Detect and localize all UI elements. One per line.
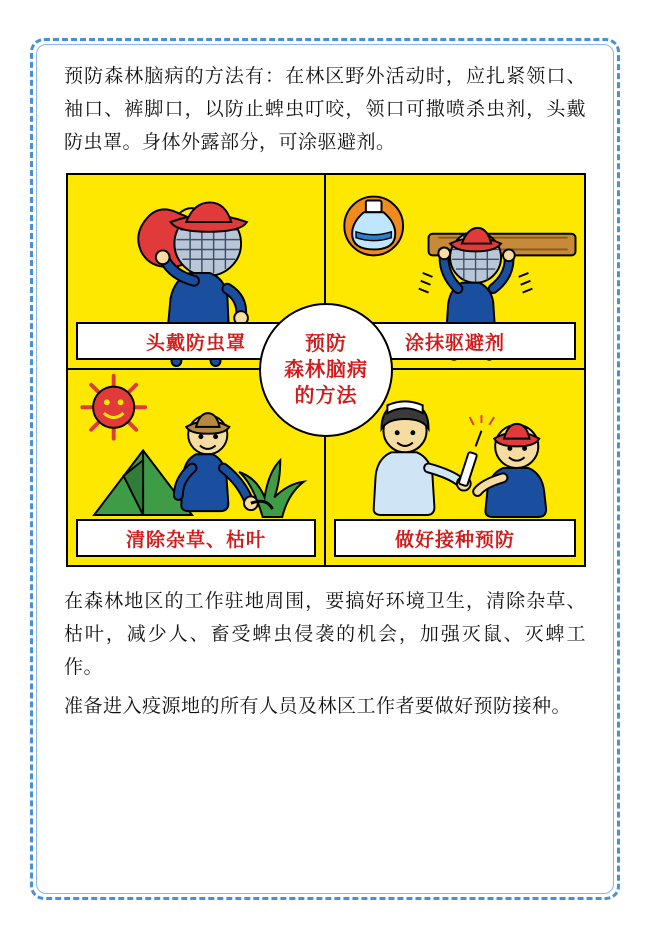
illustration-block — [66, 173, 586, 567]
poster-content — [30, 34, 620, 723]
caption-bottom-right-text: 做好接种预防 — [394, 529, 515, 551]
bottom-paragraph-2: 准备进入疫源地的所有人员及林区工作者要做好预防接种。 — [64, 696, 572, 717]
caption-top-right-text: 涂抹驱避剂 — [404, 332, 505, 354]
sun-icon — [82, 376, 145, 439]
center-title-line2: 森林脑病 — [284, 359, 368, 381]
top-paragraph: 预防森林脑病的方法有：在林区野外活动时，应扎紧领口、袖口、裤脚口，以防止蜱虫叮咬，领口可撒喷杀虫剂，头戴防虫罩。身体外露部分，可涂驱避剂。 — [64, 66, 586, 153]
caption-bottom-right — [334, 519, 576, 557]
caption-top-left-text: 头戴防虫罩 — [145, 332, 246, 354]
center-title-line3: 的方法 — [294, 385, 358, 407]
bottom-text-block — [64, 585, 586, 723]
caption-bottom-left-text: 清除杂草、枯叶 — [125, 529, 266, 551]
bottom-paragraph-1: 在森林地区的工作驻地周围，要搞好环境卫生，清除杂草、枯叶，减少人、畜受蜱虫侵袭的机会，加强灭鼠、灭蜱工作。 — [64, 591, 586, 678]
center-title-circle — [259, 303, 393, 437]
caption-bottom-left — [76, 519, 316, 557]
center-title-line1: 预防 — [305, 333, 347, 355]
